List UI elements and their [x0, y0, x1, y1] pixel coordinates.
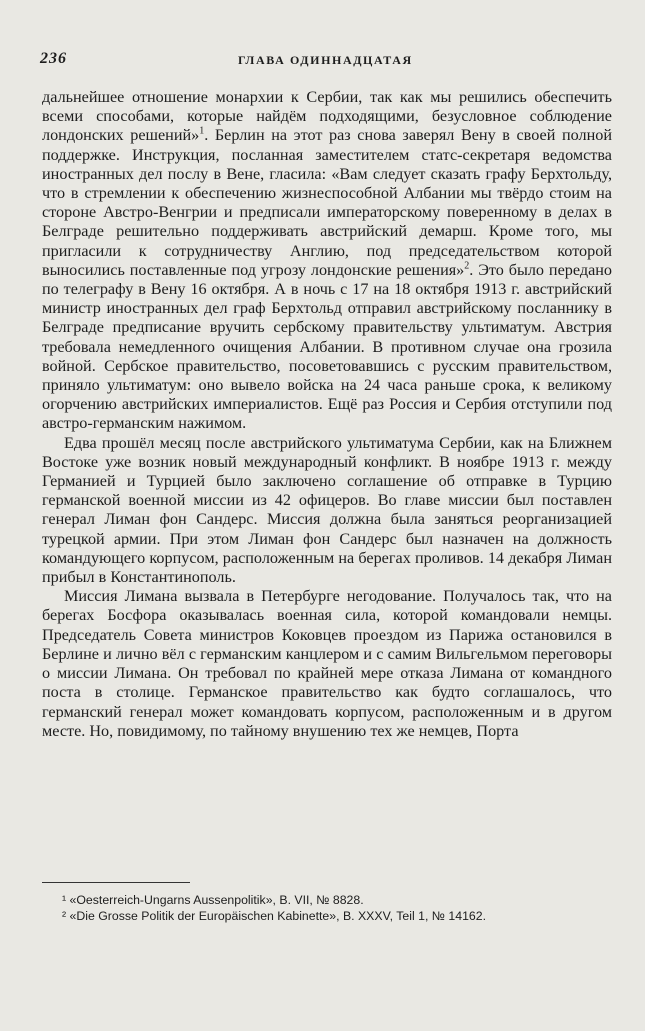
paragraph-1-text-a: дальнейшее отношение монархии к Сербии, так как мы решились обеспечить всеми способами, которые найдём подходящими, безусловное соблюдение лондонских решений»: [42, 88, 612, 145]
paragraph-1-text-c: . Это было передано по телеграфу в Вену 16 октября. А в ночь с 17 на 18 октября 1913 г. австрийский министр иностранных дел граф Берхтольд отправил австрийскому посланнику в Белграде предписание вручить сербскому правительству ультиматум. Австрия требовала немедленного очищения Албании. В противном случае она грозила войной. Сербское правительство, посоветовавшись с русским правительством, приняло ультиматум: оно вывело войска на 24 часа раньше срока, к великому огорчению австрийских империалистов. Ещё раз Россия и Сербия отступили под австро-германским нажимом.: [42, 260, 613, 433]
footnote-separator: [42, 882, 190, 883]
footnote-2-text: «Die Grosse Politik der Europäischen Kabinette», B. XXXV, Teil 1, № 14162.: [69, 909, 487, 923]
page-header: [40, 50, 615, 74]
main-text: [42, 88, 612, 741]
footnote-1-text: «Oesterreich-Ungarns Aussenpolitik», B. VII, № 8828.: [69, 893, 364, 907]
paragraph-1: [42, 88, 612, 434]
page-number: 236: [40, 50, 67, 67]
footnotes: [42, 892, 612, 924]
paragraph-2: Едва прошёл месяц после австрийского ультиматума Сербии, как на Ближнем Востоке уже возник новый международный конфликт. В ноябре 1913 г. между Германией и Турцией было заключено соглашение об отправке в Турцию германской военной миссии из 42 офицеров. Во главе миссии был поставлен генерал Лиман фон Сандерс. Миссия должна была заняться реорганизацией турецкой армии. При этом Лиман фон Сандерс был назначен на должность командующего корпусом, расположенным на берегах проливов. 14 декабря Лиман прибыл в Константинополь.: [42, 433, 612, 587]
footnote-1: [42, 892, 612, 908]
footnote-ref-2: 2: [464, 260, 470, 272]
paragraph-3: Миссия Лимана вызвала в Петербурге негодование. Получалось так, что на берегах Босфора оказывалась военная сила, которой командовали немцы. Председатель Совета министров Коковцев проездом из Парижа остановился в Берлине и лично вёл с германским канцлером и с самим Вильгельмом переговоры о миссии Лимана. Он требовал по крайней мере отказа Лимана от командного поста в столице. Германское правительство как будто соглашалось, что германский генерал может командовать корпусом, расположенным и в другом месте. Но, повидимому, по тайному внушению тех же немцев, Порта: [42, 587, 612, 740]
paragraph-1-text-b: . Берлин на этот раз снова заверял Вену в своей полной поддержке. Инструкция, посланная заместителем статс-секретаря ведомства иностранных дел послу в Вене, гласила: «Вам следует сказать графу Берхтольду, что в стремлении к обеспечению жизнеспособной Албании мы твёрдо стоим на стороне Австро-Венгрии и предписали императорскому поверенному в делах в Белграде решительно поддерживать австрийский демарш. Кроме того, мы пригласили к сотрудничеству Англию, под председательством которой выносились поставленные под угрозу лондонские решения»: [42, 126, 612, 279]
footnote-1-marker: ¹: [62, 893, 67, 907]
running-head: ГЛАВА ОДИННАДЦАТАЯ: [238, 53, 413, 67]
footnote-2: [42, 908, 612, 924]
footnote-2-marker: ²: [62, 909, 67, 923]
footnote-ref-1: 1: [199, 126, 205, 138]
